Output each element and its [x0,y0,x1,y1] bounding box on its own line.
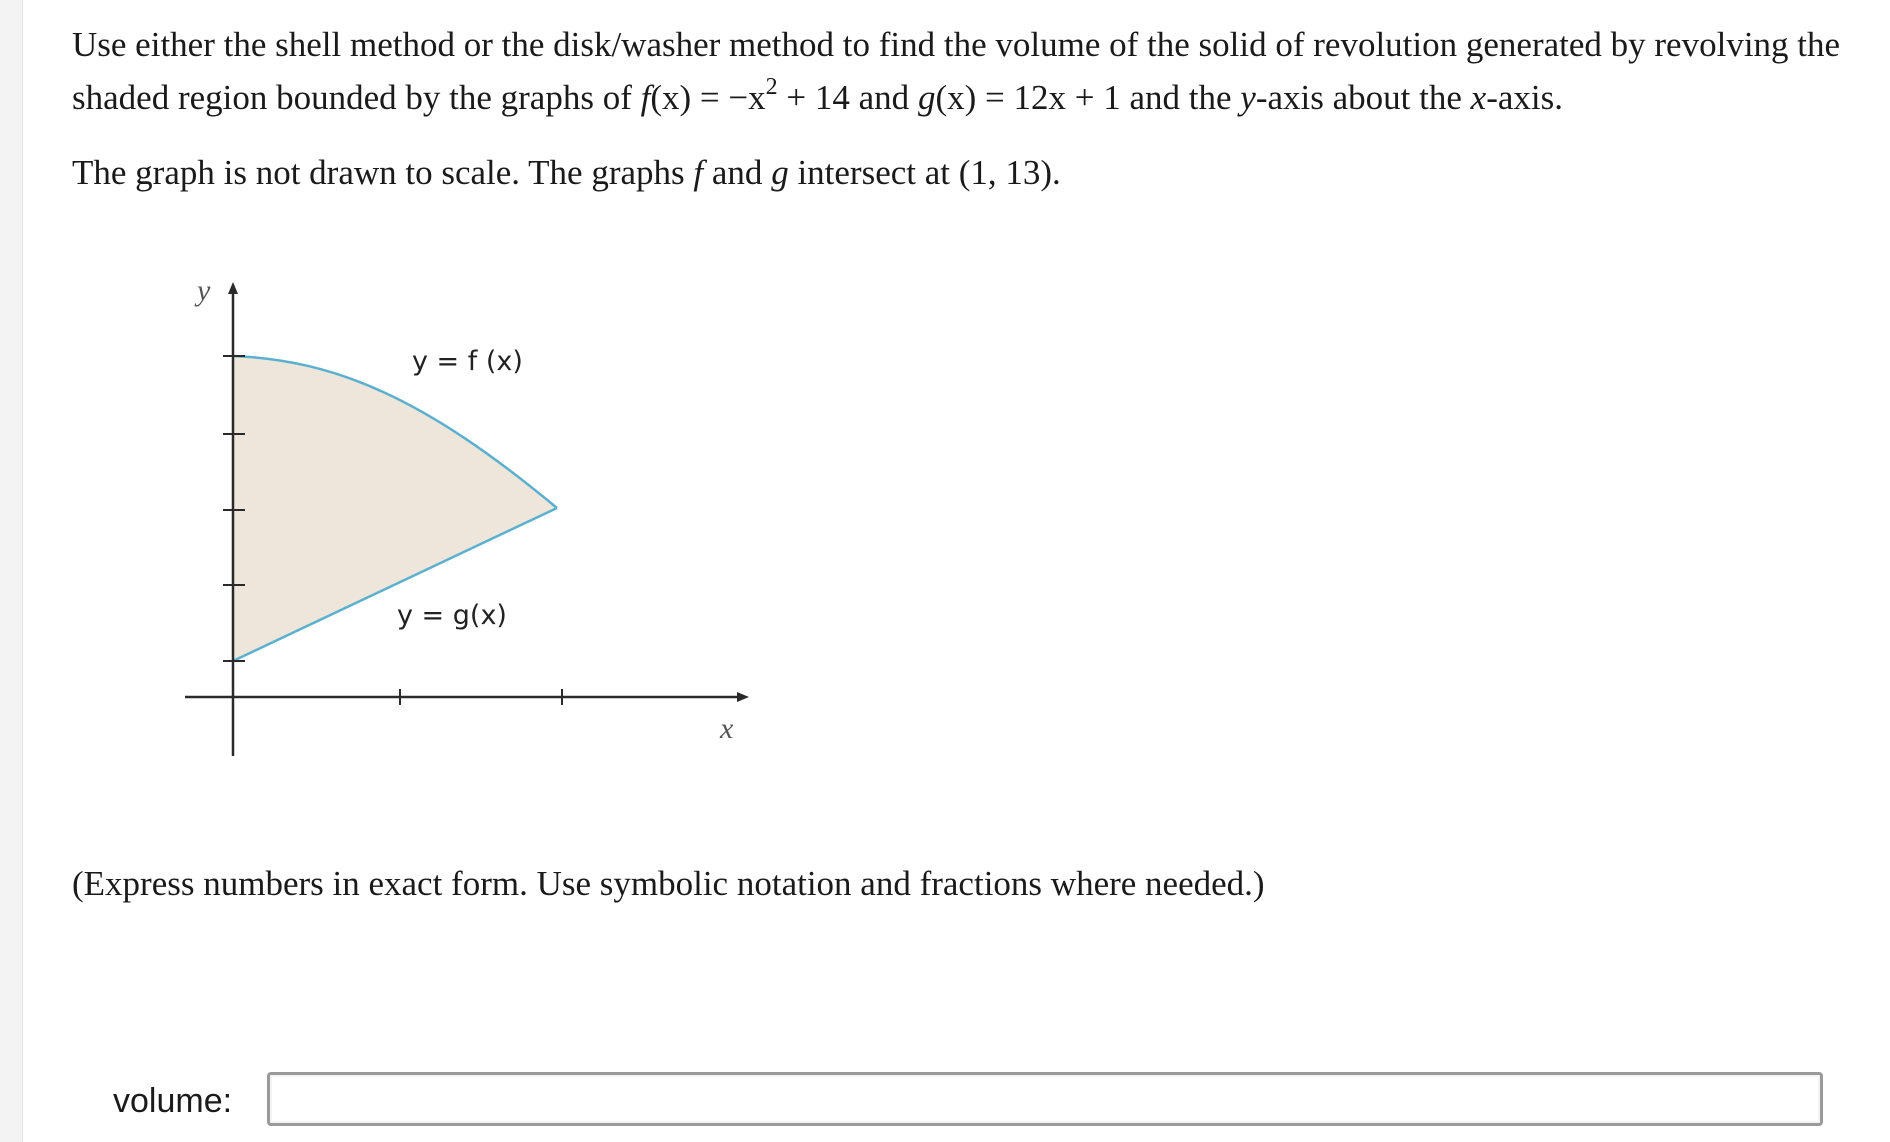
region-figure [175,268,755,768]
question-line-2-start: shaded region bounded by the graphs of [72,78,641,117]
function-f-constant: + 14 and [777,78,918,117]
left-gutter [0,0,23,1142]
question-text [72,18,1887,199]
x-axis-arrowhead [737,692,749,702]
g-line-label: y = g(x) [397,600,507,631]
intersection-note: intersect at (1, 13). [788,153,1061,192]
question-line-1: Use either the shell method or the disk/washer method to find the volume of the solid of revolution generated by revolving the [72,25,1841,64]
function-g-name: g [917,78,936,117]
exponent: 2 [765,74,778,101]
shaded-region [233,356,557,661]
y-axis-label: y [197,274,211,307]
question-paragraph-2 [72,146,1887,199]
region-graph [175,268,755,768]
instruction-text: (Express numbers in exact form. Use symbolic notation and fractions where needed.) [72,864,1265,903]
y-axis-arrowhead [228,282,238,294]
axis-mid-text: -axis about the [1255,78,1471,117]
axis-end-text: -axis. [1486,78,1563,117]
para2-f-name: f [693,153,704,192]
f-curve-label: y = f (x) [412,346,523,377]
para2-g-name: g [771,153,789,192]
x-axis-label: x [720,712,734,745]
function-f-name: f [640,78,651,117]
answer-row [0,1070,1890,1136]
function-g-args: (x) = 12x + 1 and the [935,78,1241,117]
x-variable: x [1470,78,1487,117]
volume-label: volume: [113,1082,233,1120]
scale-note: The graph is not drawn to scale. The graphs [72,153,694,192]
function-f-args: (x) = −x [650,78,766,117]
question-line-2 [72,71,1887,124]
volume-input[interactable] [267,1072,1823,1126]
y-variable: y [1240,78,1256,117]
para2-and: and [703,153,772,192]
